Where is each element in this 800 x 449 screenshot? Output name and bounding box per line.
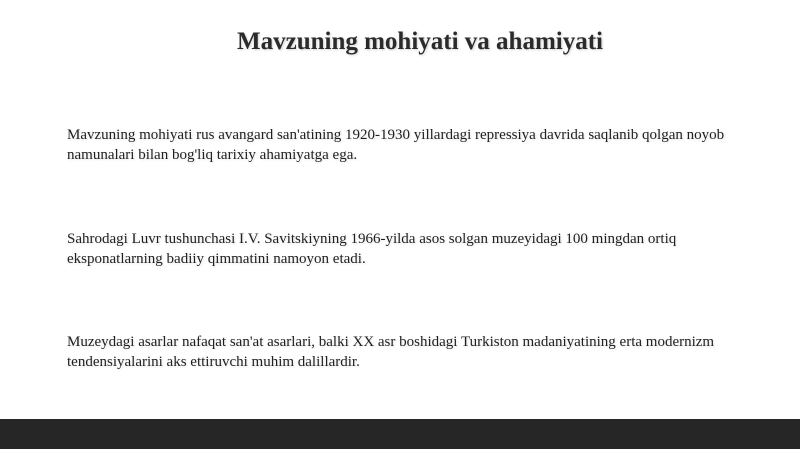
paragraph-significance: Mavzuning mohiyati rus avangard san'atining 1920-1930 yillardagi repressiya davrida saqlanib qolgan noyob namunalari bilan bog'liq tarixiy ahamiyatga ega.: [67, 127, 725, 163]
paragraph-museum-works: Muzeydagi asarlar nafaqat san'at asarlari, balki XX asr boshidagi Turkiston madaniyatining erta modernizm tendensiyalarini aks ettiruvchi muhim dalillardir.: [67, 334, 715, 370]
paragraph-louvre-concept: Sahrodagi Luvr tushunchasi I.V. Savitskiyning 1966-yilda asos solgan muzeyidagi 100 mingdan ortiq eksponatlarning badiiy qimmatini namoyon etadi.: [67, 231, 677, 267]
bottom-bar: [0, 419, 800, 449]
slide-title: Mavzuning mohiyati va ahamiyati: [237, 28, 603, 55]
